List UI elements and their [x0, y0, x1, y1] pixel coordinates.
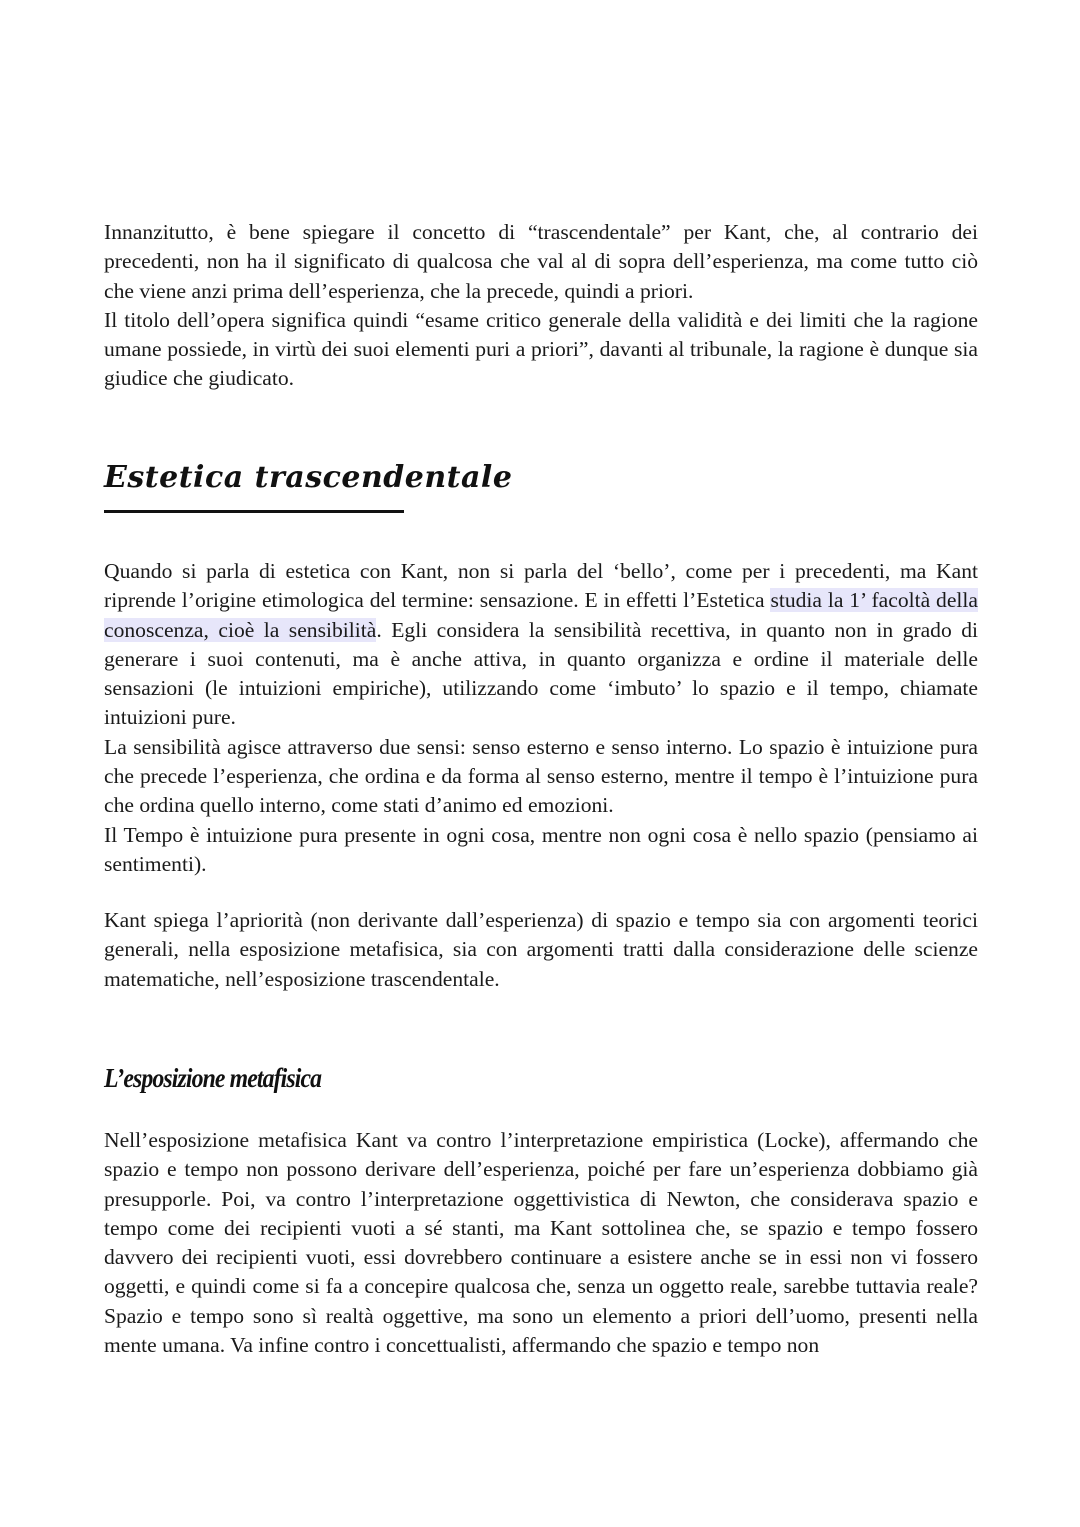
- estetica-paragraph-1: [104, 557, 978, 733]
- estetica-section: [104, 557, 978, 879]
- estetica-heading-underline: [104, 510, 404, 513]
- metafisica-section: [104, 1126, 978, 1360]
- metafisica-paragraph-1: Nell’esposizione metafisica Kant va contro l’interpretazione empiristica (Locke), affermando che spazio e tempo non possono derivare dell’esperienza, poiché per fare un’esperienza dobbiamo già presupporle. Poi, va contro l’interpretazione oggettivistica di Newton, che considerava spazio e tempo come dei recipienti vuoti a sé stanti, ma Kant sottolinea che, se spazio e tempo fossero davvero dei recipienti vuoti, essi dovrebbero continuare a esistere anche se in essi non vi fossero oggetti, e quindi come si fa a concepire qualcosa che, senza un oggetto reale, sarebbe tuttavia reale? Spazio e tempo sono sì realtà oggettive, ma sono un elemento a priori dell’uomo, presenti nella mente umana. Va infine contro i concettualisti, affermando che spazio e tempo non: [104, 1128, 978, 1358]
- estetica-paragraph-2: La sensibilità agisce attraverso due sensi: senso esterno e senso interno. Lo spazio è intuizione pura che precede l’esperienza, che ordina e da forma al senso esterno, mentre il tempo è l’intuizione pura che ordina quello interno, come stati d’animo ed emozioni.: [104, 734, 978, 818]
- intro-paragraph-1: Innanzitutto, è bene spiegare il concetto di “trascendentale” per Kant, che, al contrario dei precedenti, non ha il significato di qualcosa che val al di sopra dell’esperienza, ma come tutto ciò che viene anzi prima dell’esperienza, che la precede, quindi a priori.: [104, 220, 978, 303]
- metafisica-heading: L’esposizione metafisica: [104, 1063, 322, 1093]
- highlighted-text: studia la 1’ facoltà della conoscenza, cioè la sensibilità: [104, 588, 978, 642]
- apriorita-section: [104, 906, 978, 994]
- intro-section: [104, 218, 978, 394]
- estetica-p1-text-after: . Egli considera la sensibilità recettiva, in quanto non in grado di generare i suoi contenuti, ma è anche attiva, in quanto organizza e ordine il materiale delle sensazioni (le intuizioni empiriche), utilizzando come ‘imbuto’ lo spazio e il tempo, chiamate intuizioni pure.: [104, 617, 978, 730]
- estetica-heading: Estetica trascendentale: [104, 460, 513, 495]
- estetica-paragraph-4: Kant spiega l’apriorità (non derivante dall’esperienza) di spazio e tempo sia con argomenti teorici generali, nella esposizione metafisica, sia con argomenti tratti dalla considerazione delle scienze matematiche, nell’esposizione trascendentale.: [104, 908, 978, 991]
- estetica-paragraph-3: Il Tempo è intuizione pura presente in ogni cosa, mentre non ogni cosa è nello spazio (pensiamo ai sentimenti).: [104, 822, 978, 876]
- estetica-p1-text-before: Quando si parla di estetica con Kant, non si parla del ‘bello’, come per i precedenti, ma Kant riprende l’origine etimologica del termine: sensazione. E in effetti l’Estetica: [104, 559, 978, 613]
- intro-paragraph-2: Il titolo dell’opera significa quindi “esame critico generale della validità e dei limiti che la ragione umane possiede, in virtù dei suoi elementi puri a priori”, davanti al tribunale, la ragione è dunque sia giudice che giudicato.: [104, 307, 978, 391]
